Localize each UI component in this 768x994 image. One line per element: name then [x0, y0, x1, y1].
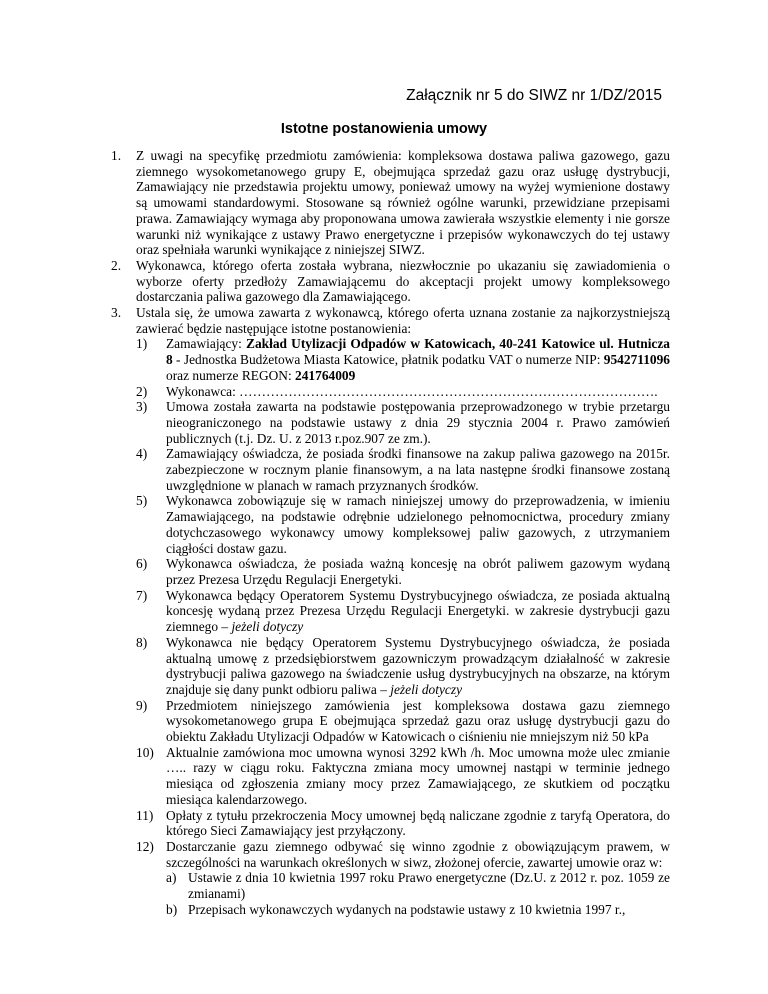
provision-number: 6) [136, 556, 148, 572]
regulation-letter: b) [166, 901, 178, 917]
provision-item [136, 808, 670, 839]
provision-number: 10) [136, 744, 154, 760]
provisions-list [136, 336, 670, 917]
regulations-list [166, 870, 670, 917]
provision-item [136, 745, 670, 808]
provision-item [136, 698, 670, 745]
provision-text: Dostarczanie gazu ziemnego odbywać się winno zgodnie z obowiązującym prawem, w szczególności na warunkach określonych w siwz, złożonej ofercie, zawartej umowie oraz w: [166, 838, 670, 870]
provision-text: Przedmiotem niniejszego zamówienia jest kompleksowa dostawa gazu ziemnego wysokometanowego grupa E obejmująca sprzedaż gazu oraz usługę dystrybucji gazu do obiektu Zakładu Utylizacji Odpadów w Katowicach o ciśnieniu nie mniejszym niż 50 kPa [166, 697, 670, 745]
provision-item [136, 556, 670, 587]
item-text: Ustala się, że umowa zawarta z wykonawcą, którego oferta uznana zostanie za najkorzystniejszą zawierać będzie następujące istotne postanowienia: [136, 305, 670, 336]
list-item [113, 148, 670, 258]
provision-number: 11) [136, 807, 154, 823]
provision-text: Opłaty z tytułu przekroczenia Mocy umownej będą naliczane zgodnie z taryfą Operatora, do którego Sieci Zamawiający jest przyłączony. [166, 807, 670, 839]
provision-number: 7) [136, 587, 148, 603]
item-number: 1. [111, 148, 122, 163]
provision-item [136, 493, 670, 556]
item-text: Wykonawca, którego oferta została wybrana, niezwłocznie po ukazaniu się zawiadomienia o wyborze oferty przedłoży Zamawiającemu do akceptacji projekt umowy kompleksowego dostarczania paliwa gazowego dla Zamawiającego. [136, 257, 670, 305]
list-item [113, 305, 670, 917]
provision-number: 12) [136, 838, 154, 854]
provision-number: 5) [136, 493, 148, 509]
provision-item [136, 384, 670, 400]
provision-item [136, 446, 670, 493]
regulation-item [166, 902, 670, 918]
provision-text: Wykonawca nie będący Operatorem Systemu Dystrybucyjnego oświadcza, że posiada aktualną umowę z przedsiębiorstwem gazowniczym prowadzącym działalność w zakresie dystrybucji paliwa gazowego na świadczenie usług dystrybucyjnych na obszarze, na którym znajduje się dany punkt odbioru paliwa – [166, 634, 670, 697]
provision-label: Zamawiający: [166, 336, 247, 352]
provision-item [136, 635, 670, 698]
provision-item [136, 336, 670, 383]
provision-text: Zamawiający oświadcza, że posiada środki finansowe na zakup paliwa gazowego na 2015r. zabezpieczone w rocznym planie finansowym, a na lata następne środki finansowe zostaną uwzględnione w planach w ramach przyznanych środków. [166, 446, 670, 493]
provision-number: 4) [136, 446, 148, 462]
buyer-name: Zakład Utylizacji Odpadów w Katowicach, 40-241 Katowice ul. Hutnicza 8 [166, 336, 671, 368]
provision-number: 9) [136, 697, 148, 713]
regulation-letter: a) [166, 870, 177, 886]
list-item [113, 258, 670, 305]
nip-number: 9542711096 [603, 352, 670, 368]
provision-text: Wykonawca zobowiązuje się w ramach niniejszej umowy do przeprowadzenia, w imieniu Zamawiającego, na podstawie odrębnie udzielonego pełnomocnictwa, procedury zmiany dotychczasowego wykonawcy umowy kompleksowej paliw gazowych, z utrzymaniem ciągłości dostaw gazu. [166, 493, 670, 556]
conditional-note: jeżeli dotyczy [231, 619, 304, 635]
provision-text: Wykonawca oświadcza, że posiada ważną koncesję na obrót paliwem gazowym wydaną przez Prezesa Urzędu Regulacji Energetyki. [166, 556, 670, 587]
provision-text: Aktualnie zamówiona moc umowna wynosi 3292 kWh /h. Moc umowna może ulec zmianie ….. razy w ciągu roku. Faktyczna zmiana mocy umownej nastąpi w terminie jednego miesiąca od zgłoszenia zmiany mocy przez Zamawiającego, ze skutkiem od początku miesiąca kalendarzowego. [166, 744, 670, 807]
page-title: Istotne postanowienia umowy [280, 121, 488, 137]
provision-number: 2) [136, 383, 148, 399]
provision-number: 1) [136, 336, 148, 352]
provision-text: Umowa została zawarta na podstawie postępowania przeprowadzonego w trybie przetargu nieograniczonego na podstawie ustawy z dnia 29 stycznia 2004 r. Prawo zamówień publicznych (t.j. Dz. U. z 2013 r.poz.907 ze zm.). [166, 399, 670, 446]
regulation-item [166, 870, 670, 901]
provision-number: 8) [136, 634, 148, 650]
annex-label: Załącznik nr 5 do SIWZ nr 1/DZ/2015 [406, 87, 662, 104]
conditional-note: jeżeli dotyczy [390, 681, 463, 697]
provision-text: Wykonawca będący Operatorem Systemu Dystrybucyjnego oświadcza, ze posiada aktualną koncesję wydaną przez Prezesa Urzędu Regulacji Energetyki. w zakresie dystrybucji gazu ziemnego – [166, 587, 670, 635]
provision-number: 3) [136, 399, 148, 415]
main-list [113, 148, 670, 917]
provision-text: oraz numerze REGON: [166, 367, 296, 383]
provision-text: Wykonawca: …………………………………………………………………………………. [166, 383, 658, 399]
regulation-text: Przepisach wykonawczych wydanych na podstawie ustawy z 10 kwietnia 1997 r., [188, 901, 626, 917]
regon-number: 241764009 [295, 367, 356, 383]
provision-item [136, 399, 670, 446]
item-text: Z uwagi na specyfikę przedmiotu zamówienia: kompleksowa dostawa paliwa gazowego, gazu ziemnego wysokometanowego grupy E, obejmująca sprzedaż gazu oraz usługę dystrybucji, Zamawiający nie przedstawia projektu umowy, ponieważ umowy na wyżej wymienione dostawy są umowami standardowymi. Stosowane są również ogólne warunki, przewidziane przepisami prawa. Zamawiający wymaga aby proponowana umowa zawierała wszystkie elementy i nie gorsze warunki niż wynikające z ustawy Prawo energetyczne i przepisów wykonawczych do tej ustawy oraz spełniała warunki wynikające z niniejszej SIWZ. [136, 148, 670, 258]
document-body [113, 148, 670, 917]
item-number: 2. [111, 257, 122, 273]
regulation-text: Ustawie z dnia 10 kwietnia 1997 roku Prawo energetyczne (Dz.U. z 2012 r. poz. 1059 ze zmianami) [188, 870, 670, 902]
item-number: 3. [111, 305, 122, 321]
provision-text: - Jednostka Budżetowa Miasta Katowice, płatnik podatku VAT o numerze NIP: [172, 352, 604, 368]
provision-item [136, 588, 670, 635]
provision-item [136, 839, 670, 918]
